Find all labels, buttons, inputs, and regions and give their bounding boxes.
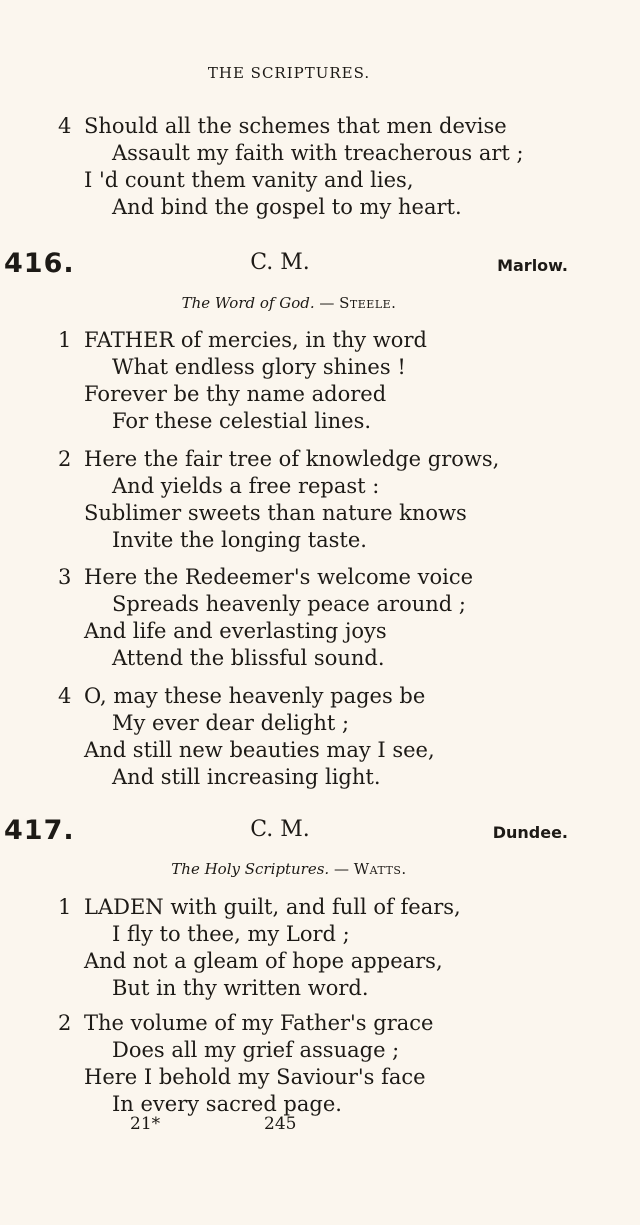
page-number: 245 (264, 1114, 297, 1134)
hymn-author: Steele. (339, 294, 397, 312)
verse-line: But in thy written word. (112, 976, 369, 1000)
verse-number: 4 (58, 684, 72, 708)
title-dash: — (329, 860, 354, 878)
hymn-subtitle (0, 294, 578, 312)
verse-line: For these celestial lines. (112, 409, 372, 433)
hymn-tune: Dundee. (492, 823, 568, 842)
title-dash: — (314, 294, 340, 312)
verse-line: Here the Redeemer's welcome voice (84, 565, 474, 589)
verse-line: What endless glory shines ! (112, 355, 406, 379)
verse-line: Attend the blissful sound. (112, 646, 385, 670)
hymn-meter: C. M. (250, 817, 310, 842)
hymn-subtitle (0, 860, 578, 878)
verse-line: Does all my grief assuage ; (112, 1038, 400, 1062)
hymn-number: 416. (4, 248, 75, 279)
verse-line: Invite the longing taste. (112, 528, 367, 552)
verse-line: O, may these heavenly pages be (84, 684, 426, 708)
verse-line: Assault my faith with treacherous art ; (112, 141, 524, 165)
verse-line: Spreads heavenly peace around ; (112, 592, 466, 616)
verse-line: FATHER of mercies, in thy word (84, 328, 427, 352)
verse-number: 4 (58, 114, 72, 138)
verse-line: And not a gleam of hope appears, (84, 949, 443, 973)
verse-line: And still new beauties may I see, (84, 738, 435, 762)
hymn-title: The Word of God. (181, 294, 315, 312)
verse-line: And bind the gospel to my heart. (112, 195, 462, 219)
verse-line: My ever dear delight ; (112, 711, 350, 735)
verse-line: Sublimer sweets than nature knows (84, 501, 467, 525)
verse-number: 1 (58, 895, 72, 919)
verse-number: 2 (58, 1011, 72, 1035)
verse-line: And yields a free repast : (112, 474, 380, 498)
hymn-number: 417. (4, 815, 75, 846)
verse-number: 1 (58, 328, 72, 352)
verse-line: In every sacred page. (112, 1092, 342, 1116)
running-head: THE SCRIPTURES. (207, 64, 371, 82)
verse-line: Should all the schemes that men devise (84, 114, 507, 138)
verse-number: 2 (58, 447, 72, 471)
hymn-meter: C. M. (250, 250, 310, 275)
hymn-tune: Marlow. (497, 256, 568, 275)
verse-line: Here the fair tree of knowledge grows, (84, 447, 500, 471)
verse-number: 3 (58, 565, 72, 589)
verse-line: And still increasing light. (112, 765, 381, 789)
verse-line: Forever be thy name adored (84, 382, 387, 406)
verse-line: LADEN with guilt, and full of fears, (84, 895, 461, 919)
verse-line: Here I behold my Saviour's face (84, 1065, 426, 1089)
verse-line: And life and everlasting joys (84, 619, 387, 643)
verse-line: The volume of my Father's grace (84, 1011, 434, 1035)
signature-mark: 21* (130, 1114, 161, 1134)
hymn-title: The Holy Scriptures. (171, 860, 330, 878)
hymn-author: Watts. (353, 860, 407, 878)
verse-line: I 'd count them vanity and lies, (84, 168, 414, 192)
verse-line: I fly to thee, my Lord ; (112, 922, 350, 946)
